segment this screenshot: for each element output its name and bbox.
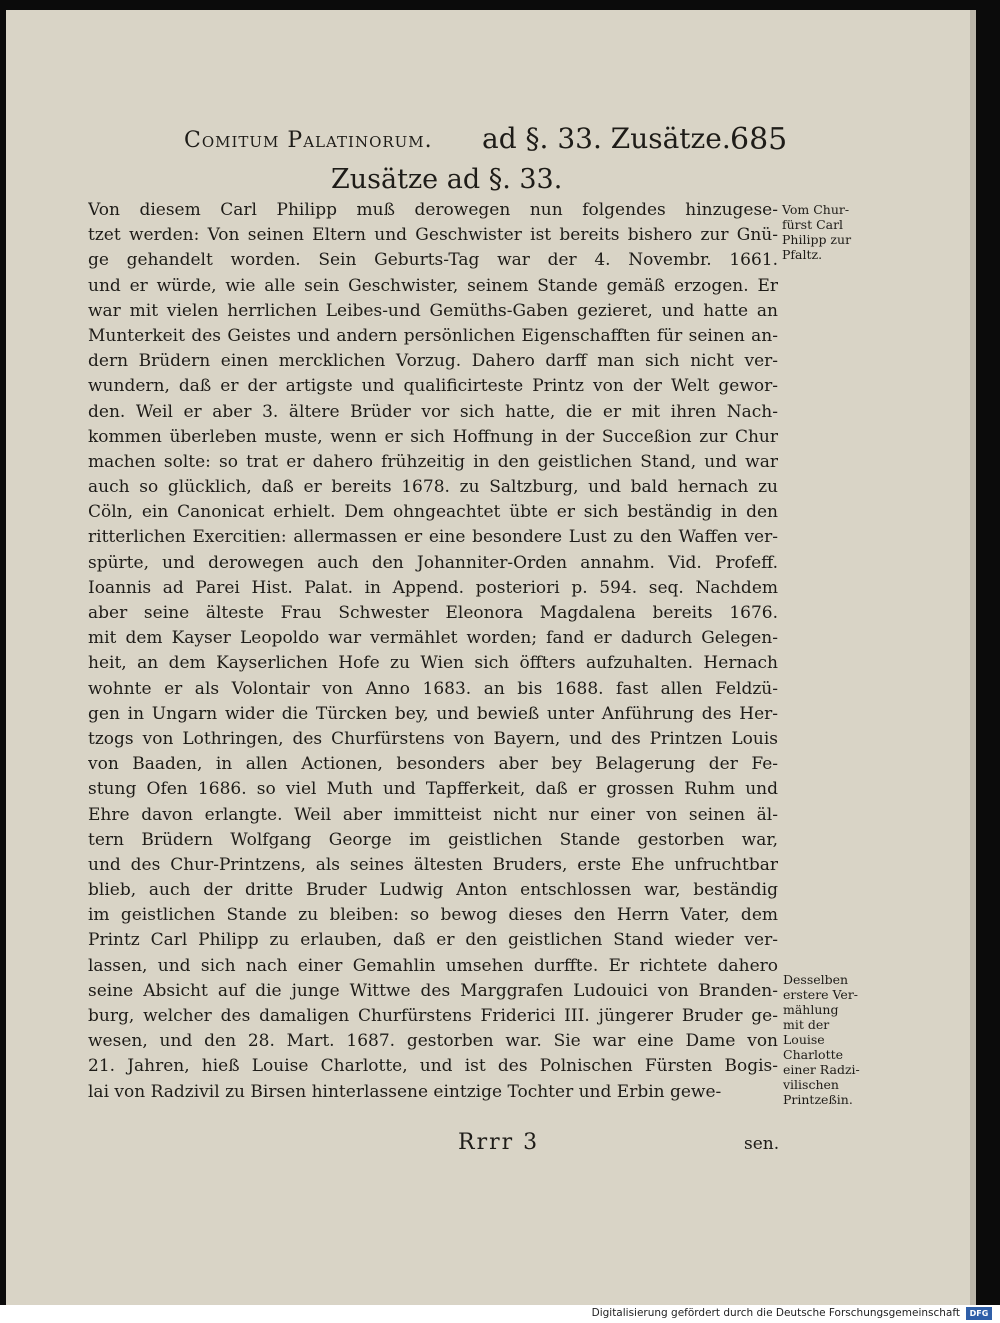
text-line: und er würde, wie alle sein Geschwister, seinem Stande gemäß erzogen. Er: [88, 275, 778, 296]
text-line: tzet werden: Von seinen Eltern und Geschwister ist bereits bishero zur Gnü-: [88, 225, 778, 246]
margin-note-line: Charlotte: [783, 1047, 844, 1062]
text-line: Von diesem Carl Philipp muß derowegen nun folgendes hinzugese-: [88, 200, 778, 220]
text-line: wesen, und den 28. Mart. 1687. gestorben war. Sie war eine Dame von: [88, 1031, 778, 1052]
running-section: ad §. 33. Zusätze.: [482, 122, 731, 155]
margin-note-line: Vom Chur-: [782, 202, 850, 217]
text-line: 21. Jahren, hieß Louise Charlotte, und ist des Polnischen Fürsten Bogis-: [88, 1056, 778, 1077]
text-line: aber seine älteste Frau Schwester Eleonora Magdalena bereits 1676.: [88, 603, 778, 623]
printer-signature: Rrrr 3: [458, 1130, 540, 1155]
margin-note-line: Philipp zur: [782, 232, 852, 247]
text-line: Ehre davon erlangte. Weil aber immitteist nicht nur einer von seinen äl-: [88, 804, 778, 825]
margin-note-line: Printzeßin.: [783, 1092, 853, 1107]
margin-note-line: einer Radzi-: [783, 1062, 860, 1077]
text-line: seine Absicht auf die junge Wittwe des Marggrafen Ludouici von Branden-: [88, 980, 778, 1001]
margin-note-line: mit der: [783, 1017, 830, 1032]
text-line: stung Ofen 1686. so viel Muth und Tapfferkeit, daß er grossen Ruhm und: [88, 779, 778, 800]
body-text: [88, 198, 778, 1105]
text-line: war mit vielen herrlichen Leibes-und Gemüths-Gaben gezieret, und hatte an: [88, 300, 778, 321]
margin-note-carl-philipp: [782, 202, 882, 262]
margin-note-first-marriage: [783, 972, 878, 1107]
margin-note-line: vilischen: [783, 1077, 839, 1092]
text-line: Printz Carl Philipp zu erlauben, daß er den geistlichen Stand wieder ver-: [88, 930, 778, 951]
running-title: Comitum Palatinorum.: [184, 128, 433, 153]
text-line: mit dem Kayser Leopoldo war vermählet worden; fand er dadurch Gelegen-: [88, 628, 778, 649]
text-line: wundern, daß er der artigste und qualificirteste Printz von der Welt gewor-: [88, 376, 778, 397]
text-line: tzogs von Lothringen, des Churfürstens von Bayern, und des Printzen Louis: [88, 728, 778, 749]
text-line: Munterkeit des Geistes und andern persönlichen Eigenschafften für seinen an-: [88, 325, 778, 346]
text-line: ritterlichen Exercitien: allermassen er eine besondere Lust zu den Waffen ver-: [88, 527, 778, 548]
text-line: tern Brüdern Wolfgang George im geistlichen Stande gestorben war,: [88, 829, 778, 850]
book-page: [6, 10, 976, 1305]
text-line: den. Weil er aber 3. ältere Brüder vor sich hatte, die er mit ihren Nach-: [88, 401, 778, 422]
text-line: lassen, und sich nach einer Gemahlin umsehen durffte. Er richtete dahero: [88, 955, 778, 976]
text-line: ge gehandelt worden. Sein Geburts-Tag war der 4. Novembr. 1661.: [88, 250, 778, 271]
text-line: und des Chur-Printzens, als seines ältesten Bruders, erste Ehe unfruchtbar: [88, 854, 778, 875]
funding-notice: Digitalisierung gefördert durch die Deutsche Forschungsgemeinschaft: [591, 1307, 960, 1319]
text-line: spürte, und derowegen auch den Johanniter-Orden annahm. Vid. Profeff.: [88, 552, 778, 573]
text-line: machen solte: so trat er dahero frühzeitig in den geistlichen Stand, und war: [88, 451, 778, 472]
text-line: auch so glücklich, daß er bereits 1678. zu Saltzburg, und bald hernach zu: [88, 477, 778, 498]
text-line: lai von Radzivil zu Birsen hinterlassene eintzige Tochter und Erbin gewe-: [88, 1081, 722, 1102]
text-line: heit, an dem Kayserlichen Hofe zu Wien sich öffters aufzuhalten. Hernach: [88, 653, 778, 674]
text-line: von Baaden, in allen Actionen, besonders aber bey Belagerung der Fe-: [88, 754, 778, 775]
text-line: kommen überleben muste, wenn er sich Hoffnung in der Succeßion zur Chur: [88, 426, 778, 447]
text-line: wohnte er als Volontair von Anno 1683. an bis 1688. fast allen Feldzü-: [88, 678, 778, 699]
running-header: [6, 122, 976, 162]
margin-note-line: Desselben: [783, 972, 849, 987]
margin-note-line: Louise: [783, 1032, 825, 1047]
text-line: dern Brüdern einen mercklichen Vorzug. Dahero darff man sich nicht ver-: [88, 351, 778, 372]
text-line: burg, welcher des damaligen Churfürstens Friderici III. jüngerer Bruder ge-: [88, 1006, 778, 1026]
dfg-logo-icon: DFG: [966, 1307, 992, 1320]
margin-note-line: erstere Ver-: [783, 987, 859, 1002]
margin-note-line: mählung: [783, 1002, 839, 1017]
page-number: 685: [730, 122, 788, 157]
text-line: im geistlichen Stande zu bleiben: so bewog dieses den Herrn Vater, dem: [88, 905, 778, 926]
text-line: gen in Ungarn wider die Türcken bey, und bewieß unter Anführung des Her-: [88, 703, 778, 724]
section-heading: Zusätze ad §. 33.: [331, 164, 563, 195]
text-line: Cöln, ein Canonicat erhielt. Dem ohngeachtet übte er sich beständig in den: [88, 502, 778, 523]
catchword: sen.: [744, 1134, 780, 1154]
text-line: blieb, auch der dritte Bruder Ludwig Anton entschlossen war, beständig: [88, 880, 778, 901]
margin-note-line: Pfaltz.: [782, 247, 823, 262]
footer-bar: [0, 1305, 1000, 1323]
text-line: Ioannis ad Parei Hist. Palat. in Append. posteriori p. 594. seq. Nachdem: [88, 577, 778, 598]
margin-note-line: fürst Carl: [782, 217, 844, 232]
